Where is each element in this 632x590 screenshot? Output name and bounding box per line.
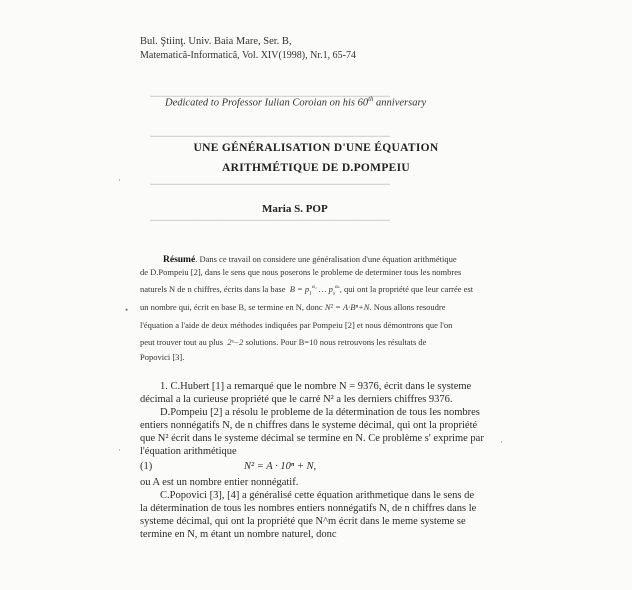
abstract-line-3: naturels N de n chiffres, écrits dans la base $B = p_1^{\alpha_1}$ … $p_s^{\alpha_s}$, qui ont la propriété que leur carrée est bbox=[140, 284, 474, 297]
body-p2-line4: l'équation arithmétique bbox=[140, 446, 237, 457]
margin-speck: · bbox=[500, 437, 503, 447]
body-p2-line2: entiers nonnégatifs N, de n chiffres dans le systeme décimal, qui ont la propriété bbox=[140, 420, 478, 431]
abstract-label: Résumé bbox=[163, 255, 196, 265]
abstract-line-1: Résumé. Dans ce travail on considere une généralisation d'une équation arithmétique bbox=[163, 254, 457, 265]
abstract-line-7: Popovici [3]. bbox=[140, 352, 185, 362]
journal-header-line1: Bul. Ştiinţ. Univ. Baia Mare, Ser. B, bbox=[140, 36, 292, 47]
body-p4-line3: systeme décimal, qui ont la propriété que N^m écrit dans le meme systeme se bbox=[140, 516, 466, 527]
body-p1-line2: décimal a la curieuse propriété que le carré N² a les derniers chiffres 9376. bbox=[140, 394, 453, 405]
abstract-formula-eq: N² = A·Bⁿ+N bbox=[324, 302, 370, 312]
abstract-formula-count: 2ˢ−2 bbox=[227, 337, 244, 347]
equation-1: N² = A · 10ⁿ + N, bbox=[244, 461, 317, 472]
abstract-line-2: de D.Pompeiu [2], dans le sens que nous poserons le probleme de determiner tous les nombres bbox=[140, 267, 462, 277]
journal-header-line2: Matematică-Informatică, Vol. XIV(1998), Nr.1, 65-74 bbox=[140, 50, 356, 61]
paper-title-line1: UNE GÉNÉRALISATION D'UNE ÉQUATION bbox=[193, 142, 439, 154]
body-p2-line1: D.Pompeiu [2] a résolu le probleme de la détermination de tous les nombres bbox=[160, 407, 480, 418]
abstract-line-4: un nombre qui, écrit en base B, se termine en N, donc N² = A·Bⁿ+N. Nous allons resoudre bbox=[140, 302, 446, 312]
body-p4-line4: termine en N, m étant un nombre naturel, donc bbox=[140, 529, 337, 540]
paper-title-line2: ARITHMÉTIQUE DE D.POMPEIU bbox=[222, 162, 410, 174]
author-name: Maria S. POP bbox=[262, 203, 328, 215]
abstract-line-5: l'équation a l'aide de deux méthodes indiquées par Pompeiu [2] et nous démontrons que l'on bbox=[140, 320, 453, 330]
body-p1-line1: 1. C.Hubert [1] a remarqué que le nombre N = 9376, écrit dans le systeme bbox=[160, 381, 472, 392]
bleed-through-text: ▁▁▁▁▁▁▁▁▁▁▁▁▁▁▁▁▁▁▁▁▁▁▁▁▁▁▁▁▁▁▁▁▁▁▁▁▁▁▁ bbox=[150, 128, 390, 137]
bleed-through-text: ▁▁▁▁▁▁▁▁▁▁▁▁▁▁▁▁▁▁▁▁▁▁▁▁▁▁▁▁▁▁▁▁▁▁▁▁▁▁▁ bbox=[150, 176, 390, 185]
abstract-line-6: peut trouver tout au plus 2ˢ−2 solutions. Pour B=10 nous retrouvons les résultats de bbox=[140, 337, 427, 347]
body-p3-line1: ou A est un nombre entier nonnégatif. bbox=[140, 477, 299, 488]
margin-speck: · bbox=[118, 445, 121, 455]
margin-speck: • bbox=[125, 305, 129, 315]
bleed-through-text: ▁▁▁▁▁▁▁▁▁▁▁▁▁▁▁▁▁▁▁▁▁▁▁▁▁▁▁▁▁▁▁▁▁▁▁▁▁▁▁ bbox=[150, 88, 390, 97]
bleed-through-text: ▁▁▁▁▁▁▁▁▁▁▁▁▁▁▁▁▁▁▁▁▁▁▁▁▁▁▁▁▁▁▁▁▁▁▁▁▁▁▁ bbox=[150, 212, 390, 221]
body-p4-line2: la détermination de tous les nombres entiers nonnégatifs N, de n chiffres dans le bbox=[140, 503, 477, 514]
equation-number: (1) bbox=[140, 461, 153, 472]
margin-speck: · bbox=[118, 175, 121, 185]
dedication: Dedicated to Professor Iulian Coroian on his 60th anniversary bbox=[165, 96, 427, 109]
body-p2-line3: que N² écrit dans le systeme décimal se termine en N. Ce problème s' exprime par bbox=[140, 433, 484, 444]
body-p4-line1: C.Popovici [3], [4] a généralisé cette équation arithmetique dans le sens de bbox=[160, 490, 475, 501]
